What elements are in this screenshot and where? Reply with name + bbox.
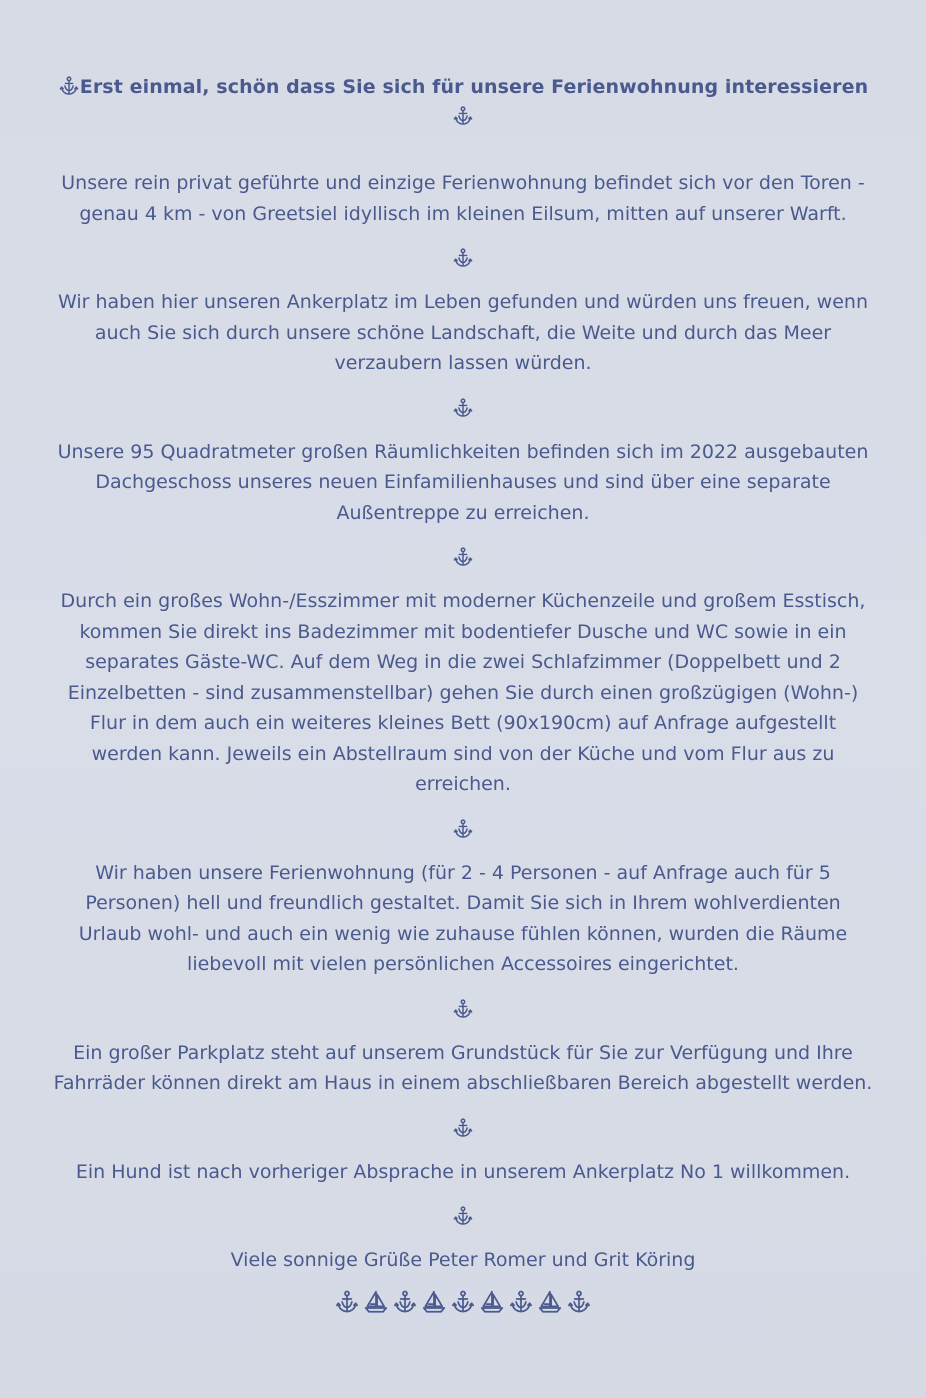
anchor-icon xyxy=(452,546,474,568)
anchor-icon xyxy=(508,1289,534,1315)
anchor-icon xyxy=(452,1117,474,1139)
anchor-icon xyxy=(452,1205,474,1227)
anchor-icon xyxy=(566,1289,592,1315)
paragraph-intro: Unsere rein privat geführte und einzige Ferienwohnung befindet sich vor den Toren - genau 4 km - von Greetsiel idyllisch im kleinen Eilsum, mitten auf unserer Warft. xyxy=(61,172,865,225)
page-heading xyxy=(52,72,874,132)
paragraph-ankerplatz: Wir haben hier unseren Ankerplatz im Leben gefunden und würden uns freuen, wenn auch Sie sich durch unsere schöne Landschaft, die Weite und durch das Meer verzaubern lassen würden. xyxy=(57,291,868,374)
divider xyxy=(52,1187,874,1245)
anchor-icon xyxy=(452,247,474,269)
divider xyxy=(52,980,874,1038)
anchor-icon xyxy=(452,998,474,1020)
divider xyxy=(52,1099,874,1157)
ornament-row xyxy=(52,1289,874,1315)
anchor-icon xyxy=(450,1289,476,1315)
anchor-icon xyxy=(334,1289,360,1315)
divider xyxy=(52,528,874,586)
heading-text: Erst einmal, schön dass Sie sich für unsere Ferienwohnung interessieren xyxy=(79,76,869,98)
divider xyxy=(52,229,874,287)
paragraph-size: Unsere 95 Quadratmeter großen Räumlichkeiten befinden sich im 2022 ausgebauten Dachgeschoss unseres neuen Einfamilienhauses und sind über eine separate Außentreppe zu erreichen. xyxy=(57,440,869,524)
paragraph-furnishing: Wir haben unsere Ferienwohnung (für 2 - 4 Personen - auf Anfrage auch für 5 Personen) hell und freundlich gestaltet. Damit Sie sich in Ihrem wohlverdienten Urlaub wohl- und auch ein wenig wie zuhause fühlen können, wurden die Räume liebevoll mit vielen persönlichen Accessoires eingerichtet. xyxy=(78,861,848,975)
paragraph-parking: Ein großer Parkplatz steht auf unserem Grundstück für Sie zur Verfügung und Ihre Fahrräder können direkt am Haus in einem abschließbaren Bereich abgestellt werden. xyxy=(53,1041,873,1094)
divider xyxy=(52,800,874,858)
anchor-icon xyxy=(452,397,474,419)
sailboat-icon xyxy=(363,1289,389,1315)
sailboat-icon xyxy=(537,1289,563,1315)
sailboat-icon xyxy=(421,1289,447,1315)
divider xyxy=(52,379,874,437)
anchor-icon xyxy=(392,1289,418,1315)
paragraph-dog: Ein Hund ist nach vorheriger Absprache in unserem Ankerplatz No 1 willkommen. xyxy=(75,1160,851,1183)
anchor-icon xyxy=(452,818,474,840)
paragraph-rooms: Durch ein großes Wohn-/Esszimmer mit moderner Küchenzeile und großem Esstisch, kommen Sie direkt ins Badezimmer mit bodentiefer Dusche und WC sowie in ein separates Gäste-WC. Auf dem Weg in die zwei Schlafzimmer (Doppelbett und 2 Einzelbetten - sind zusammenstellbar) gehen Sie durch einen großzügigen (Wohn-) Flur in dem auch ein weiteres kleines Bett (90x190cm) auf Anfrage aufgestellt werden kann. Jeweils ein Abstellraum sind von der Küche und vom Flur aus zu erreichen. xyxy=(60,590,866,795)
signature: Viele sonnige Grüße Peter Romer und Grit Köring xyxy=(230,1249,696,1271)
anchor-icon xyxy=(452,105,474,127)
anchor-icon xyxy=(58,75,80,97)
sailboat-icon xyxy=(479,1289,505,1315)
